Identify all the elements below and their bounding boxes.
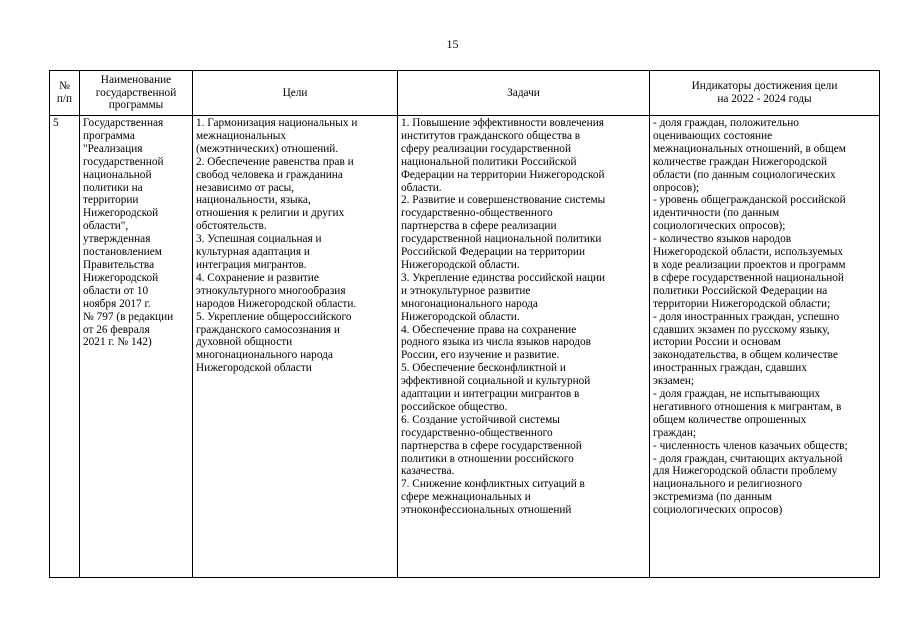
text-line: территории Нижегородской области; bbox=[653, 297, 831, 310]
text-line: п/п bbox=[56, 93, 73, 105]
text-line: адаптации и интеграции мигрантов в bbox=[401, 388, 580, 401]
text-line: области (по данным социологических bbox=[653, 168, 836, 181]
text-line: этнокультурного многообразия bbox=[196, 284, 346, 297]
text-line: свобод человека и гражданина bbox=[196, 168, 343, 181]
text-line: № 797 (в редакции bbox=[83, 310, 174, 323]
text-line: России, его изучение и развитие. bbox=[401, 349, 560, 362]
text-line: Нижегородской области bbox=[196, 362, 312, 375]
text-line: межнациональных bbox=[196, 129, 286, 142]
text-line: политики на bbox=[83, 181, 143, 194]
text-line: народов Нижегородской области. bbox=[196, 297, 357, 310]
text-line: 1. Гармонизация национальных и bbox=[196, 117, 358, 129]
text-line: этноконфессиональных отношений bbox=[401, 504, 572, 517]
text-line: постановлением bbox=[83, 246, 162, 259]
text-line: ноября 2017 г. bbox=[83, 297, 151, 310]
text-line: культурная адаптация и bbox=[196, 246, 310, 259]
cell-program-name bbox=[80, 116, 193, 578]
text-line: истории России и основам bbox=[653, 336, 781, 349]
text-line: 4. Сохранение и развитие bbox=[196, 271, 319, 284]
text-line: национальности, языка, bbox=[196, 194, 311, 207]
text-line: духовной общности bbox=[196, 336, 293, 349]
cell-tasks bbox=[398, 116, 650, 578]
text-line: экстремизма (по данным bbox=[653, 491, 773, 504]
text-line: национальной bbox=[83, 168, 152, 181]
text-line: Индикаторы достижения цели bbox=[691, 80, 838, 93]
table-row bbox=[50, 116, 880, 578]
text-line: законодательства, в общем количестве bbox=[653, 349, 838, 362]
text-line: национального и религиозного bbox=[653, 478, 802, 491]
text-line: на 2022 - 2024 годы bbox=[717, 93, 812, 105]
text-line: - доля граждан, не испытывающих bbox=[653, 388, 821, 401]
text-line: области от 10 bbox=[83, 284, 149, 297]
text-line: Наименование bbox=[100, 73, 172, 86]
text-line: негативного отношения к мигрантам, в bbox=[653, 400, 842, 413]
text-line: 1. Повышение эффективности вовлечения bbox=[401, 117, 604, 129]
text-line: - доля граждан, считающих актуальной bbox=[653, 452, 843, 465]
text-line: эффективной социальной и культурной bbox=[401, 375, 591, 388]
text-line: "Реализация bbox=[83, 142, 143, 155]
text-line: от 26 февраля bbox=[83, 323, 150, 336]
text-line: для Нижегородской области проблему bbox=[653, 465, 838, 478]
cell-goals bbox=[193, 116, 398, 578]
text-line: многонационального народа bbox=[196, 349, 333, 362]
header-program-name bbox=[80, 71, 193, 116]
text-line: 5. Обеспечение бесконфликтной и bbox=[401, 362, 566, 375]
text-line: государственно-общественного bbox=[401, 426, 553, 439]
text-line: Нижегородской bbox=[83, 271, 159, 284]
text-line: 3. Успешная социальная и bbox=[196, 233, 322, 246]
text-line: политики Российской Федерации на bbox=[653, 284, 828, 297]
header-goals bbox=[193, 71, 398, 116]
text-line: Нижегородской области. bbox=[401, 310, 520, 323]
text-line: Нижегородской области. bbox=[401, 258, 520, 271]
text-line: Правительства bbox=[83, 258, 155, 271]
text-line: программа bbox=[83, 129, 135, 142]
text-line: обстоятельств. bbox=[196, 220, 267, 233]
text-line: в сфере государственной национальной bbox=[653, 271, 844, 284]
text-line: социологических опросов); bbox=[653, 220, 786, 233]
text-line: территории bbox=[83, 194, 139, 207]
text-line: общем количестве опрошенных bbox=[653, 413, 807, 426]
text-line: 5. Укрепление общероссийского bbox=[196, 310, 352, 323]
text-line: 2021 г. № 142) bbox=[83, 336, 152, 349]
text-line: - доля граждан, положительно bbox=[653, 117, 799, 129]
text-line: оценивающих состояние bbox=[653, 129, 773, 142]
text-line: 2. Развитие и совершенствование системы bbox=[401, 194, 606, 207]
cell-row-number: 5 bbox=[50, 116, 80, 578]
page-number: 15 bbox=[446, 37, 459, 51]
text-line: государственной bbox=[83, 155, 164, 168]
text-line: и этнокультурное развитие bbox=[401, 284, 531, 297]
text-line: национальной политики Российской bbox=[401, 155, 577, 168]
text-line: программы bbox=[108, 99, 164, 112]
text-line: сдавших экзамен по русскому языку, bbox=[653, 323, 830, 336]
text-line: 7. Снижение конфликтных ситуаций в bbox=[401, 478, 585, 491]
text-line: иностранных граждан, сдавших bbox=[653, 362, 807, 375]
cell-indicators bbox=[650, 116, 880, 578]
text-line: межнациональных отношений, в общем bbox=[653, 142, 846, 155]
header-tasks bbox=[398, 71, 650, 116]
text-line: - уровень общегражданской российской bbox=[653, 194, 846, 207]
text-line: 3. Укрепление единства российской нации bbox=[401, 271, 606, 284]
text-line: - доля иностранных граждан, успешно bbox=[653, 310, 840, 323]
text-line: - численность членов казачьих обществ; bbox=[653, 439, 848, 452]
text-line: родного языка из числа языков народов bbox=[401, 336, 591, 349]
text-line: партнерства в сфере реализации bbox=[401, 220, 557, 233]
text-line: в ходе реализации проектов и программ bbox=[653, 258, 846, 271]
text-line: многонационального народа bbox=[401, 297, 538, 310]
text-line: российское общество. bbox=[401, 400, 508, 413]
text-line: области. bbox=[401, 181, 442, 194]
text-line: опросов); bbox=[653, 181, 700, 194]
text-line: Российской Федерации на территории bbox=[401, 246, 586, 259]
text-line: граждан; bbox=[653, 426, 697, 439]
text-line: Задачи bbox=[507, 86, 540, 99]
text-line: - количество языков народов bbox=[653, 233, 792, 246]
text-line: сферу реализации государственной bbox=[401, 142, 572, 155]
text-line: государственной национальной политики bbox=[401, 233, 602, 246]
text-line: государственной bbox=[95, 86, 177, 99]
text-line: 6. Создание устойчивой системы bbox=[401, 413, 560, 426]
text-line: гражданского самосознания и bbox=[196, 323, 340, 336]
program-table bbox=[49, 70, 880, 578]
text-line: государственно-общественного bbox=[401, 207, 553, 220]
header-indicators bbox=[650, 71, 880, 116]
text-line: независимо от расы, bbox=[196, 181, 295, 194]
text-line: социологических опросов) bbox=[653, 504, 783, 517]
text-line: сфере межнациональных и bbox=[401, 491, 531, 504]
text-line: Государственная bbox=[83, 117, 164, 129]
text-line: 4. Обеспечение права на сохранение bbox=[401, 323, 577, 336]
text-line: Цели bbox=[282, 86, 308, 99]
text-line: идентичности (по данным bbox=[653, 207, 780, 220]
text-line: интеграция мигрантов. bbox=[196, 258, 307, 271]
table-header-row bbox=[50, 71, 880, 116]
text-line: казачества. bbox=[401, 465, 455, 478]
text-line: партнерства в сфере государственной bbox=[401, 439, 582, 452]
text-line: Федерации на территории Нижегородской bbox=[401, 168, 605, 181]
text-line: (межэтнических) отношений. bbox=[196, 142, 339, 155]
text-line: Нижегородской области, используемых bbox=[653, 246, 843, 259]
text-line: № bbox=[59, 80, 70, 93]
header-num bbox=[50, 71, 80, 116]
text-line: институтов гражданского общества в bbox=[401, 129, 581, 142]
text-line: утвержденная bbox=[83, 233, 151, 246]
text-line: области", bbox=[83, 220, 129, 233]
text-line: отношения к религии и других bbox=[196, 207, 345, 220]
text-line: количестве граждан Нижегородской bbox=[653, 155, 828, 168]
text-line: 2. Обеспечение равенства прав и bbox=[196, 155, 354, 168]
text-line: Нижегородской bbox=[83, 207, 159, 220]
text-line: экзамен; bbox=[653, 375, 695, 388]
text-line: политики в отношении российского bbox=[401, 452, 574, 465]
